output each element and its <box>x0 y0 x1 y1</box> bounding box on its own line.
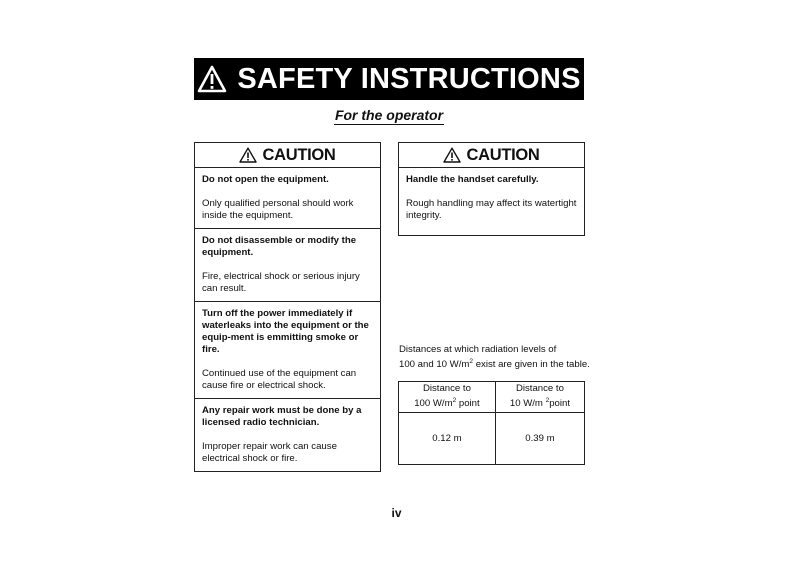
caution-box-right <box>398 142 585 236</box>
caution-item-body: Improper repair work can cause electrical shock or fire. <box>202 441 337 464</box>
caution-item-heading: Do not open the equipment. <box>202 174 329 185</box>
subtitle-text: For the operator <box>334 107 444 123</box>
caution-item-body: Continued use of the equipment can cause fire or electrical shock. <box>202 368 357 391</box>
caution-header <box>399 143 584 168</box>
radiation-distance-table <box>398 381 585 465</box>
page-subtitle <box>194 107 584 123</box>
caution-item <box>195 168 380 228</box>
warning-triangle-icon <box>197 65 227 93</box>
caution-triangle-icon <box>239 147 257 163</box>
caution-item <box>399 168 584 235</box>
caution-item-heading: Any repair work must be done by a licensed radio technician. <box>202 405 362 428</box>
caution-item-heading: Turn off the power immediately if waterleaks into the equipment or the equip-ment is emmitting smoke or fire. <box>202 308 369 355</box>
caution-triangle-icon <box>443 147 461 163</box>
title-banner <box>194 58 584 100</box>
caution-header <box>195 143 380 168</box>
radiation-note-line2: 100 and 10 $W/m^2$ exist are given in the table. <box>399 358 590 371</box>
caution-item-heading: Do not disassemble or modify the equipment. <box>202 235 357 258</box>
table-cell: 0.12 m <box>399 413 496 465</box>
table-header-row <box>399 382 585 413</box>
page-number: iv <box>391 506 402 520</box>
table-row <box>399 413 585 465</box>
table-header-cell: Distance to 100 $W/m^2$ point <box>399 382 496 413</box>
caution-label: CAUTION <box>262 145 336 164</box>
radiation-note <box>399 344 609 371</box>
radiation-note-line1: Distances at which radiation levels of <box>399 344 557 355</box>
caution-label: CAUTION <box>466 145 540 164</box>
caution-item-body: Fire, electrical shock or serious injury can result. <box>202 271 360 294</box>
caution-item-heading: Handle the handset carefully. <box>406 174 539 185</box>
page-title: SAFETY INSTRUCTIONS <box>237 62 581 95</box>
table-header-cell: Distance to 10 W/m $^2$point <box>495 382 584 413</box>
caution-box-left <box>194 142 381 472</box>
caution-item <box>195 228 380 301</box>
caution-item <box>195 398 380 471</box>
table-cell: 0.39 m <box>495 413 584 465</box>
caution-item-body: Only qualified personal should work inside the equipment. <box>202 198 354 221</box>
caution-item <box>195 301 380 398</box>
caution-item-body: Rough handling may affect its watertight integrity. <box>406 198 577 221</box>
